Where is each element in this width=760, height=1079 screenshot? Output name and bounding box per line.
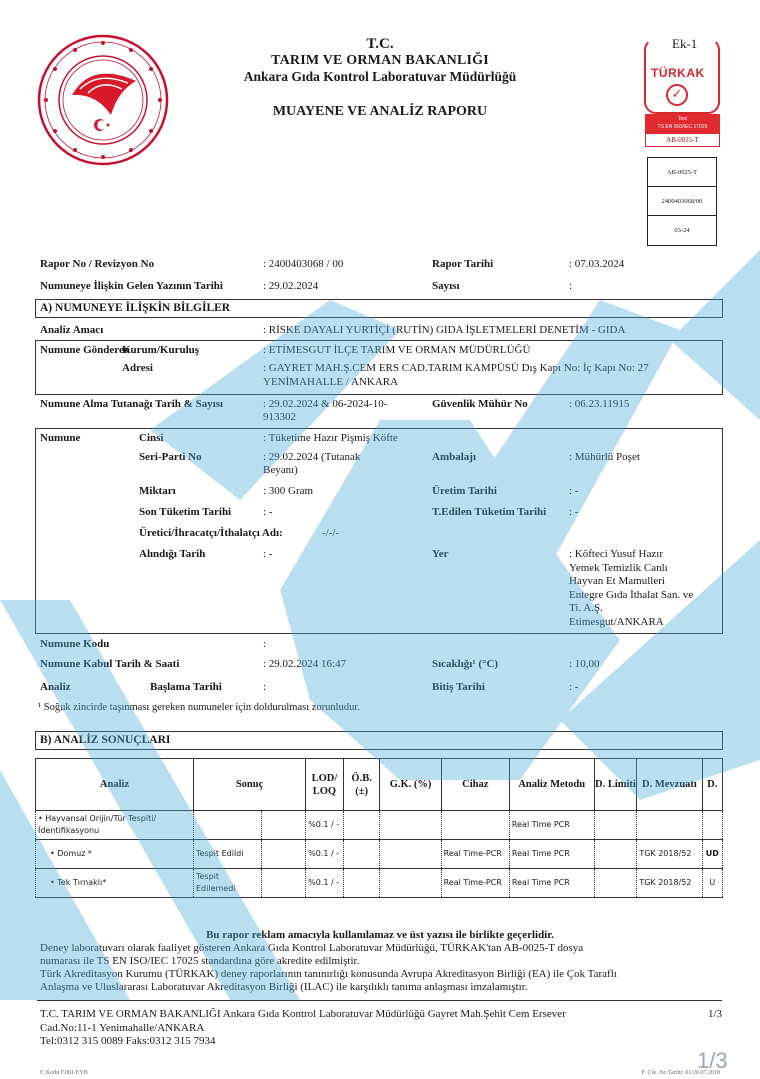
baslama-value: :: [263, 681, 267, 693]
page-number: 1/3: [707, 1008, 722, 1020]
results-header-row: [36, 759, 723, 811]
col-limit: D. Limiti: [594, 759, 637, 811]
col-mevzuat: D. Mevzuatı: [637, 759, 702, 811]
footer-para-1: [40, 942, 730, 967]
cell-sonuc: Tespit Edilemedi: [193, 869, 261, 898]
bitis-value: : -: [569, 681, 579, 693]
footnote: ¹ Soğuk zincirde taşınması gereken numuneler için doldurulması zorunludur.: [38, 702, 360, 713]
cell-ob: [343, 840, 380, 869]
adres-value-1: : GAYRET MAH.Ş.CEM ERS CAD.TARIM KAMPÜSÜ Dış Kapı No: İç Kapı No: 27: [263, 362, 649, 374]
footer-para-1-line: Deney laboratuvarı olarak faaliyet gösteren Ankara Gıda Kontrol Laboratuvar Müdürlüğü, TÜRKAK'tan AB-0025-T dosya: [40, 942, 584, 954]
gelen-yazi-value: : 29.02.2024: [263, 280, 319, 292]
cell-metod: Real Time PCR: [509, 811, 594, 840]
son-tuketim-label: Son Tüketim Tarihi: [139, 506, 232, 518]
cinsi-label: Cinsi: [139, 432, 164, 444]
cell-limit: [594, 840, 637, 869]
kodu-value: :: [263, 638, 267, 650]
cell-metod: Real Time PCR: [509, 869, 594, 898]
footer-para-2: [40, 968, 730, 993]
cell-mevzuat: TGK 2018/52: [637, 869, 702, 898]
adres-label: Adresi: [122, 362, 153, 374]
id-boxes: [647, 157, 717, 246]
accreditation-code: AB-0025-T: [645, 133, 720, 147]
annex-label: Ek-1: [672, 36, 698, 51]
cell-sonuc: [193, 811, 261, 840]
analiz-label: Analiz: [40, 681, 71, 693]
son-tuketim-value: : -: [263, 506, 273, 518]
header-lab: Ankara Gıda Kontrol Laboratuvar Müdürlüğü: [243, 69, 517, 84]
cell-sonuc-spacer: [262, 840, 306, 869]
cinsi-value: : Tüketime Hazır Pişmiş Köfte: [263, 432, 398, 444]
cell-d: UD: [702, 840, 722, 869]
form-date: F. Çık. No Tarihi: 01/20.07.2018: [641, 1070, 720, 1076]
page-indicator[interactable]: 1/3: [697, 1048, 728, 1073]
cell-limit: [594, 869, 637, 898]
cell-sonuc-spacer: [262, 869, 306, 898]
footer-address: [40, 1008, 730, 1049]
sicaklik-value: : 10,00: [569, 658, 600, 670]
analiz-amaci-value: : RİSKE DAYALI YURTİÇİ (RUTİN) GIDA İŞLETMELERİ DENETİM - GIDA: [263, 324, 626, 336]
cell-analiz: • Domuz *: [36, 840, 194, 869]
muhur-value: : 06.23.11915: [569, 398, 630, 410]
col-gk: G.K. (%): [380, 759, 441, 811]
yer-line: Yemek Temizlik Canlı: [569, 561, 668, 574]
cell-gk: [380, 840, 441, 869]
cell-sonuc: Tespit Edildi: [193, 840, 261, 869]
gonderen-label: Numune Gönderen: [40, 344, 130, 356]
cell-sonuc-spacer: [262, 811, 306, 840]
kurum-value: : ETİMESGUT İLÇE TARIM VE ORMAN MÜDÜRLÜĞÜ: [263, 344, 531, 356]
results-table: [35, 758, 723, 898]
adres-value-2: YENİMAHALLE / ANKARA: [263, 376, 399, 388]
seri-label: Seri-Parti No: [139, 451, 202, 463]
check-icon: ✓: [666, 84, 688, 106]
t-edilen-label: T.Edilen Tüketim Tarihi: [432, 506, 547, 518]
kodu-label: Numune Kodu: [40, 638, 110, 650]
cell-cihaz: Real Time-PCR: [441, 840, 509, 869]
cell-lod: %0.1 / -: [306, 869, 344, 898]
kabul-label: Numune Kabul Tarih & Saati: [40, 658, 180, 670]
miktar-value: : 300 Gram: [263, 485, 314, 497]
ministry-seal-logo: [36, 33, 170, 167]
col-metod: Analiz Metodu: [509, 759, 594, 811]
alindigi-value: : -: [263, 548, 273, 560]
seri-value-1: : 29.02.2024 (Tutanak: [263, 451, 361, 463]
rapor-tarihi-label: Rapor Tarihi: [432, 258, 494, 270]
table-row: [36, 869, 723, 898]
form-code: F. Kodu F.081/EYB: [40, 1070, 88, 1076]
yer-line: Ti. A.Ş.: [569, 602, 603, 614]
rapor-tarihi-value: : 07.03.2024: [569, 258, 625, 270]
rapor-no-label: Rapor No / Revizyon No: [40, 258, 155, 270]
kurum-label: Kurum/Kuruluş: [122, 344, 200, 356]
cell-lod: %0.1 / -: [306, 840, 344, 869]
yer-line: Entegre Gıda İthalat San. ve: [569, 588, 694, 601]
cell-ob: [343, 811, 380, 840]
footer-para-2-line: Türk Akreditasyon Kurumu (TÜRKAK) deney raporlarının tanınırlığı konusunda Avrupa Akreditasyon Birliği (EA) ile Çok Taraflı: [40, 968, 617, 980]
yer-line: Hayvan Et Mamulleri: [569, 575, 665, 587]
yer-value: [569, 548, 693, 629]
band-standard-label: TS EN ISO/IEC 17025: [657, 124, 708, 130]
cell-gk: [380, 811, 441, 840]
cell-cihaz: Real Time-PCR: [441, 869, 509, 898]
sayisi-value: :: [569, 280, 573, 292]
sayisi-label: Sayısı: [432, 280, 460, 292]
cell-cihaz: [441, 811, 509, 840]
tutanak-value-1: : 29.02.2024 & 06-2024-10-: [263, 398, 388, 410]
footer-para-2-line: Anlaşma ve Uluslararası Laboratuvar Akreditasyon Birliği (ILAC) ile karşılıklı tanıma anlaşması imzalamıştır.: [40, 980, 528, 993]
gelen-yazi-label: Numuneye İlişkin Gelen Yazının Tarihi: [40, 280, 223, 292]
yer-line: Etimesgut/ANKARA: [569, 615, 664, 628]
yer-line: : Köfteci Yusuf Hazır: [569, 548, 663, 560]
accreditation-band: [645, 114, 720, 133]
cell-ob: [343, 869, 380, 898]
section-a-title: A) NUMUNEYE İLİŞKİN BİLGİLER: [35, 299, 723, 318]
footer-divider: [37, 1000, 722, 1001]
cell-gk: [380, 869, 441, 898]
col-lod: LOD/ LOQ: [306, 759, 344, 811]
numune-label: Numune: [40, 432, 81, 444]
alindigi-label: Alındığı Tarih: [139, 548, 206, 560]
cell-limit: [594, 811, 637, 840]
uretici-label: Üretici/İhracatçı/İthalatçı Adı:: [139, 527, 283, 539]
t-edilen-value: : -: [569, 506, 579, 518]
cell-mevzuat: [637, 811, 702, 840]
uretim-label: Üretim Tarihi: [432, 485, 497, 497]
footer-notice: Bu rapor reklam amacıyla kullanılamaz ve üst yazısı ile birlikte geçerlidir.: [206, 929, 554, 941]
analiz-amaci-label: Analiz Amacı: [40, 324, 104, 336]
baslama-label: Başlama Tarihi: [150, 681, 222, 693]
cell-mevzuat: TGK 2018/52: [637, 840, 702, 869]
tutanak-label: Numune Alma Tutanağı Tarih & Sayısı: [40, 398, 224, 410]
col-sonuc: Sonuç: [193, 759, 305, 811]
yer-label: Yer: [432, 548, 449, 560]
col-d: D.: [702, 759, 722, 811]
cell-d: [702, 811, 722, 840]
header-ministry: TARIM VE ORMAN BAKANLIĞI: [271, 53, 489, 68]
bitis-label: Bitiş Tarihi: [432, 681, 485, 693]
cell-metod: Real Time PCR: [509, 840, 594, 869]
uretim-value: : -: [569, 485, 579, 497]
footer-para-1-line: numarası ile TS EN ISO/IEC 17025 standardına göre akredite edilmiştir.: [40, 954, 360, 967]
uretici-value: -/-/-: [322, 527, 340, 539]
ambalaj-label: Ambalajı: [432, 451, 476, 463]
id-box-report-no: 2400403068/00: [648, 187, 716, 216]
footer-contact: Tel:0312 315 0089 Faks:0312 315 7934: [40, 1035, 216, 1047]
band-test-label: Test: [677, 116, 688, 122]
cell-analiz: • Hayvansal Orijin/Tür Tespiti/İdentifikasyonu: [36, 811, 194, 840]
cell-analiz: • Tek Tırnaklı*: [36, 869, 194, 898]
section-b-title: B) ANALİZ SONUÇLARI: [35, 731, 723, 750]
id-box-accreditation: AB-0025-T: [648, 158, 716, 187]
col-ob: Ö.B. (±): [343, 759, 380, 811]
report-title: MUAYENE VE ANALİZ RAPORU: [272, 104, 488, 119]
rapor-no-value: : 2400403068 / 00: [263, 258, 344, 270]
cell-d: U: [702, 869, 722, 898]
col-analiz: Analiz: [36, 759, 194, 811]
seri-value-2: Beyanı): [263, 464, 298, 476]
turkak-logo: TÜRKAK: [651, 66, 705, 80]
ambalaj-value: : Mühürlü Poşet: [569, 451, 640, 463]
footer-address-line: T.C. TARIM VE ORMAN BAKANLIĞI Ankara Gıda Kontrol Laboratuvar Müdürlüğü Gayret Mah.Şehit Cem Ersever: [40, 1008, 566, 1020]
header-tc: T.C.: [366, 36, 394, 52]
kabul-value: : 29.02.2024 16:47: [263, 658, 347, 670]
col-cihaz: Cihaz: [441, 759, 509, 811]
tutanak-value-2: 913302: [263, 411, 296, 423]
id-box-date: 03-24: [674, 227, 690, 234]
muhur-label: Güvenlik Mühür No: [432, 398, 528, 410]
sicaklik-label: Sıcaklığı¹ (°C): [432, 658, 499, 670]
miktar-label: Miktarı: [139, 485, 176, 497]
footer-address-line: Cad.No:11-1 Yenimahalle/ANKARA: [40, 1021, 205, 1034]
table-row: [36, 811, 723, 840]
table-row: [36, 840, 723, 869]
cell-lod: %0.1 / -: [306, 811, 344, 840]
